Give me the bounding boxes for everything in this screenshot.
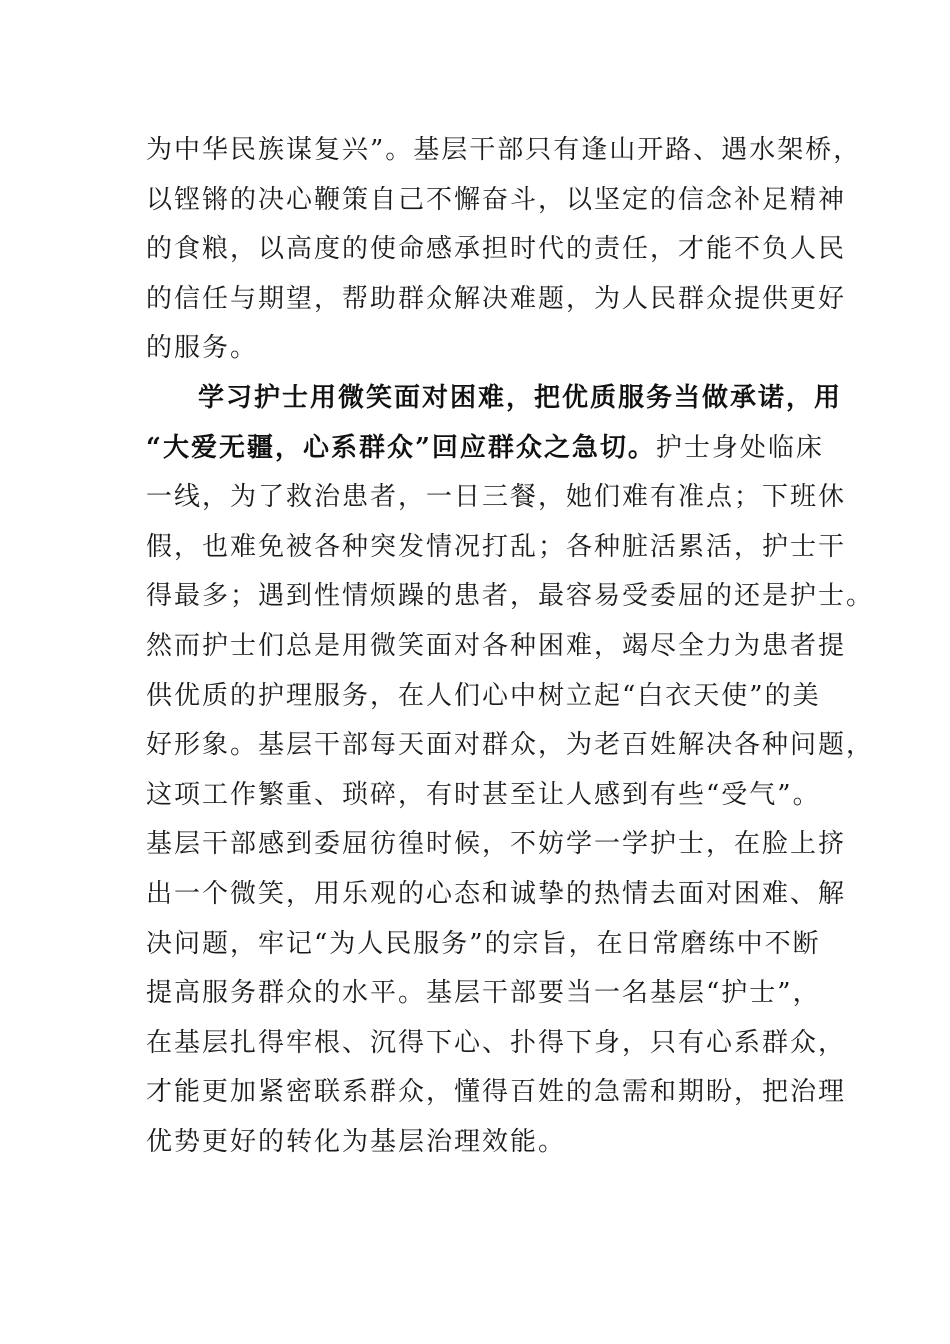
paragraph-1	[146, 126, 862, 374]
text-line: 在基层扎得牢根、沉得下心、扑得下身，只有心系群众，	[146, 1027, 847, 1058]
text-line: 基层干部感到委屈彷徨时候，不妨学一学护士，在脸上挤	[146, 829, 847, 860]
text-line: 优势更好的转化为基层治理效能。	[146, 1126, 567, 1157]
text-line: 的服务。	[146, 333, 259, 364]
text-line: 得最多；遇到性情烦躁的患者，最容易受委屈的还是护士。	[146, 581, 875, 612]
paragraph-heading-tail: “大爱无疆，心系群众”回应群众之急切。	[146, 432, 656, 463]
text-line: 决问题，牢记“为人民服务”的宗旨，在日常磨练中不断	[146, 928, 821, 959]
text-line: 供优质的护理服务，在人们心中树立起“白衣天使”的美	[146, 680, 821, 711]
paragraph-2	[146, 374, 875, 1168]
text-line: 提高服务群众的水平。基层干部要当一名基层“护士”，	[146, 978, 821, 1009]
text-line: 的信任与期望，帮助群众解决难题，为人民群众提供更好	[146, 283, 847, 314]
text-span: 护士身处临床	[655, 432, 824, 463]
document-body	[146, 126, 875, 1167]
text-line: 出一个微笑，用乐观的心态和诚挚的热情去面对困难、解	[146, 878, 847, 909]
text-line	[146, 424, 824, 474]
text-line: 的食粮，以高度的使命感承担时代的责任，才能不负人民	[146, 234, 847, 265]
text-line: 一线，为了救治患者，一日三餐，她们难有准点；下班休	[146, 482, 847, 513]
text-line: 以铿锵的决心鞭策自己不懈奋斗，以坚定的信念补足精神	[146, 184, 847, 215]
text-line: 然而护士们总是用微笑面对各种困难，竭尽全力为患者提	[146, 630, 847, 661]
text-line: 为中华民族谋复兴”。基层干部只有逢山开路、遇水架桥，	[146, 135, 862, 165]
text-line: 假，也难免被各种突发情况打乱；各种脏活累活，护士干	[146, 531, 847, 562]
text-line: 好形象。基层干部每天面对群众，为老百姓解决各种问题，	[146, 730, 875, 761]
text-line: 这项工作繁重、琐碎，有时甚至让人感到有些“受气”。	[146, 779, 821, 810]
paragraph-heading-line: 学习护士用微笑面对困难，把优质服务当做承诺，用	[198, 382, 843, 413]
text-line: 才能更加紧密联系群众，懂得百姓的急需和期盼，把治理	[146, 1077, 847, 1108]
